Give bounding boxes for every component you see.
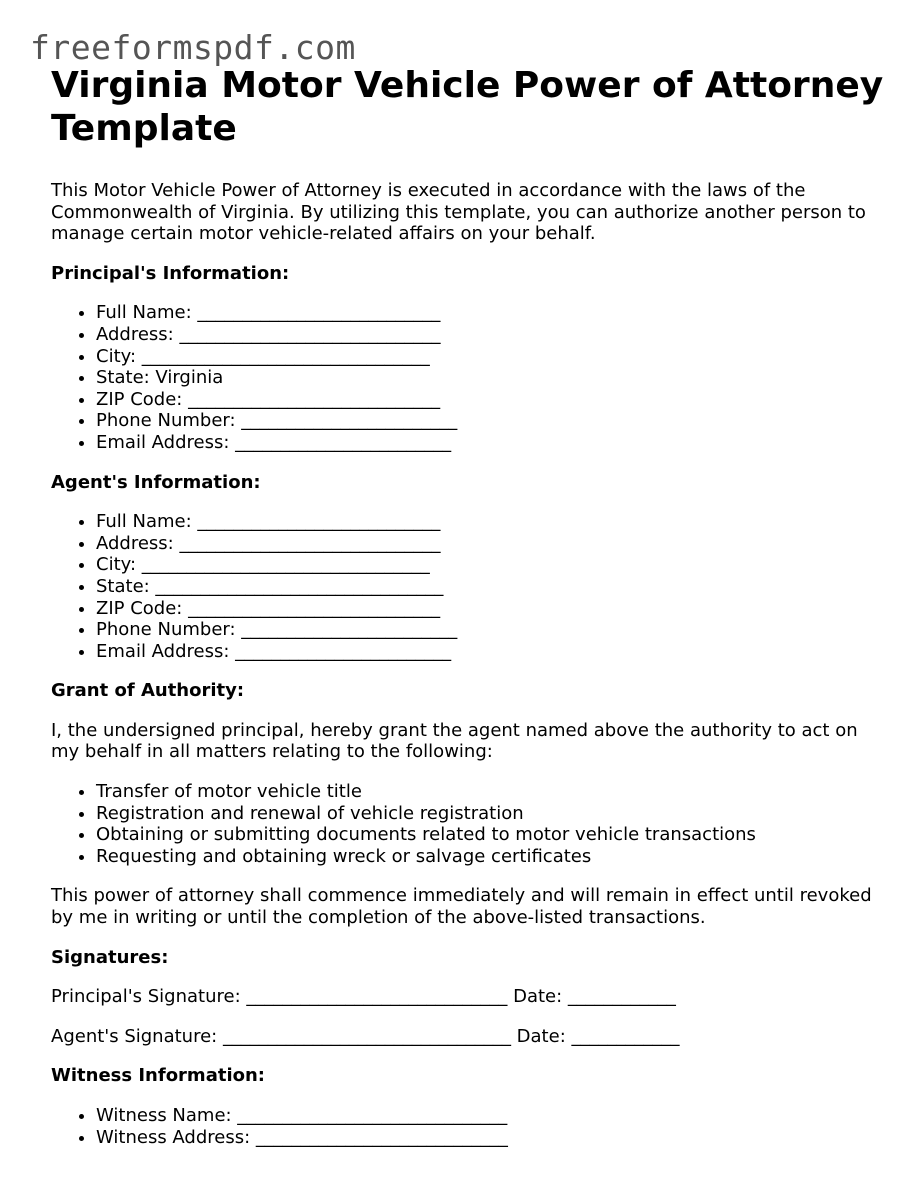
principal-phone-field: • Phone Number: ________________________: [96, 410, 891, 432]
agent-city-field: • City: ________________________________: [96, 554, 891, 576]
principal-heading: Principal's Information:: [51, 262, 290, 284]
grant-closing-paragraph: This power of attorney shall commence immediately and will remain in effect until revoked by me in writing or until the completion of the above-listed transactions.: [51, 885, 872, 929]
agent-phone-field: • Phone Number: ________________________: [96, 619, 891, 641]
grant-item-title-transfer: • Transfer of motor vehicle title: [96, 781, 891, 803]
agent-address-field: • Address: _____________________________: [96, 533, 891, 555]
agent-signature-line: Agent's Signature: ________________________________ Date: ____________: [51, 1025, 680, 1047]
witness-address-field: • Witness Address: ____________________________: [96, 1127, 891, 1149]
agent-fields-list: [51, 511, 891, 662]
agent-full-name-field: • Full Name: ___________________________: [96, 511, 891, 533]
agent-state-field: • State: ________________________________: [96, 576, 891, 598]
principal-email-field: • Email Address: ________________________: [96, 432, 891, 454]
principal-full-name-field: • Full Name: ___________________________: [96, 302, 891, 324]
witness-name-field: • Witness Name: ______________________________: [96, 1105, 891, 1127]
agent-heading: Agent's Information:: [51, 471, 261, 493]
grant-item-documents: • Obtaining or submitting documents related to motor vehicle transactions: [96, 824, 891, 846]
grant-item-registration: • Registration and renewal of vehicle registration: [96, 803, 891, 825]
principal-signature-line: Principal's Signature: _____________________________ Date: ____________: [51, 986, 676, 1008]
principal-fields-list: [51, 302, 891, 453]
document-page: [51, 64, 891, 1148]
principal-state-field: • State: Virginia: [96, 367, 891, 389]
grant-paragraph: I, the undersigned principal, hereby grant the agent named above the authority to act on my behalf in all matters relating to the following:: [51, 719, 858, 763]
intro-paragraph: This Motor Vehicle Power of Attorney is executed in accordance with the laws of the Commonwealth of Virginia. By utilizing this template, you can authorize another person to manage certain motor vehicle-related affairs on your behalf.: [51, 180, 866, 245]
principal-zip-field: • ZIP Code: ____________________________: [96, 389, 891, 411]
witness-fields-list: [51, 1105, 891, 1148]
principal-address-field: • Address: _____________________________: [96, 324, 891, 346]
watermark: freeformspdf.com: [30, 28, 356, 67]
grant-item-certificates: • Requesting and obtaining wreck or salvage certificates: [96, 846, 891, 868]
agent-zip-field: • ZIP Code: ____________________________: [96, 598, 891, 620]
grant-items-list: [51, 781, 891, 867]
agent-email-field: • Email Address: ________________________: [96, 641, 891, 663]
grant-heading: Grant of Authority:: [51, 680, 245, 702]
document-title: Virginia Motor Vehicle Power of Attorney Template: [51, 65, 884, 149]
signatures-heading: Signatures:: [51, 946, 169, 968]
witness-heading: Witness Information:: [51, 1065, 265, 1087]
principal-city-field: • City: ________________________________: [96, 346, 891, 368]
